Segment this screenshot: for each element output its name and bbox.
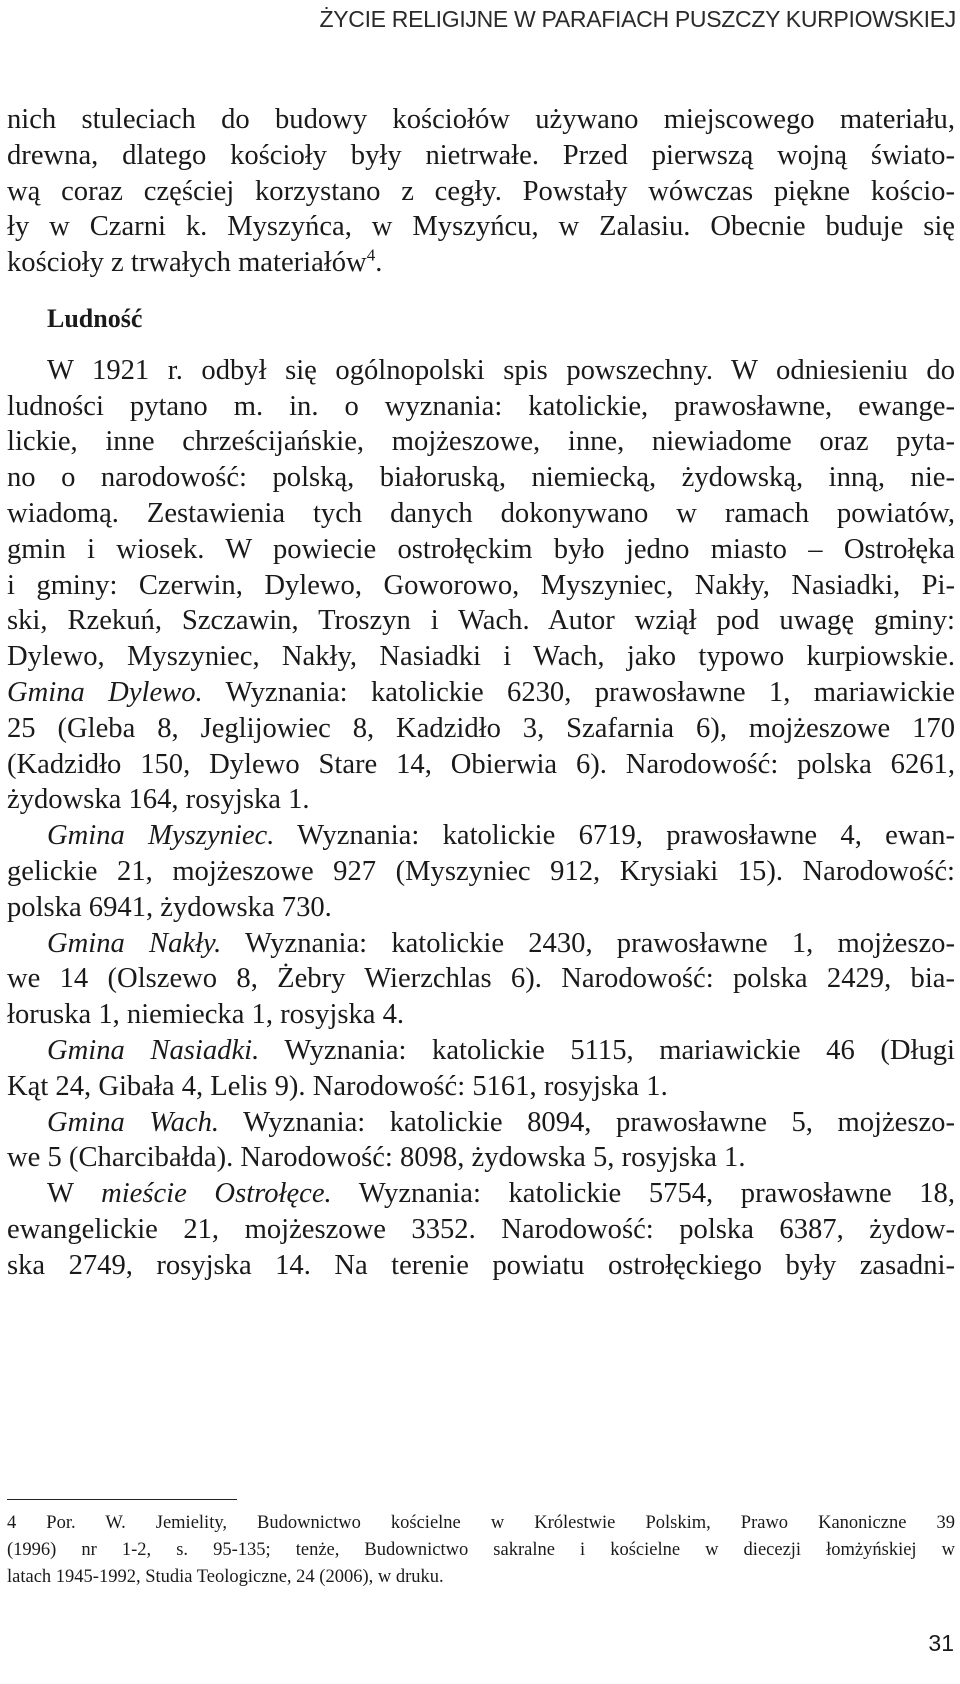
text-line: (Kadzidło 150, Dylewo Stare 14, Obierwia 6). Narodowość: polska 6261, bbox=[7, 748, 955, 780]
text-line: i gminy: Czerwin, Dylewo, Goworowo, Myszyniec, Nakły, Nasiadki, Pi- bbox=[7, 569, 955, 601]
text-line: Kąt 24, Gibała 4, Lelis 9). Narodowość: 5161, rosyjska 1. bbox=[7, 1070, 668, 1102]
footnote-line: (1996) nr 1-2, s. 95-135; tenże, Budownictwo sakralne i kościelne w diecezji łomżyńskiej w bbox=[7, 1540, 955, 1560]
text-line: we 5 (Charcibałda). Narodowość: 8098, żydowska 5, rosyjska 1. bbox=[7, 1142, 746, 1174]
text-line bbox=[7, 245, 955, 281]
text-line: no o narodowość: polską, białoruską, niemiecką, żydowską, inną, nie- bbox=[7, 462, 955, 494]
footnotes bbox=[7, 1510, 955, 1591]
text-line: ludności pytano m. in. o wyznania: katolickie, prawosławne, ewange- bbox=[7, 390, 955, 422]
text-line: polska 6941, żydowska 730. bbox=[7, 891, 332, 923]
text-line: lickie, inne chrześcijańskie, mojżeszowe, inne, niewiadome oraz pyta- bbox=[7, 426, 955, 458]
paragraph-gmina-nasiadki bbox=[7, 1033, 955, 1105]
text-line bbox=[7, 818, 955, 854]
text-line: wiadomą. Zestawienia tych danych dokonywano w ramach powiatów, bbox=[7, 497, 955, 529]
gmina-title: Gmina Myszyniec. bbox=[47, 820, 275, 852]
gmina-title: Gmina Wach. bbox=[47, 1106, 220, 1138]
paragraph-building-materials bbox=[7, 102, 955, 281]
text-line: gelickie 21, mojżeszowe 927 (Myszyniec 912, Krysiaki 15). Narodowość: bbox=[7, 855, 955, 887]
section-heading: Ludność bbox=[47, 303, 143, 333]
text-fragment: Wyznania: katolickie 6719, prawosławne 4, ewan- bbox=[274, 820, 956, 852]
paragraph-gmina-myszyniec bbox=[7, 818, 955, 925]
text-line bbox=[7, 926, 955, 962]
text-line bbox=[7, 1033, 955, 1069]
text-line: wą coraz częściej korzystano z cegły. Powstały wówczas piękne kościo- bbox=[7, 175, 955, 207]
text-fragment: Wyznania: katolickie 2430, prawosławne 1, mojżeszo- bbox=[221, 927, 955, 959]
text-fragment: Wyznania: katolickie 6230, prawosławne 1, mariawickie bbox=[202, 676, 955, 708]
text-line bbox=[7, 1176, 955, 1212]
text-fragment: Wyznania: katolickie 5754, prawosławne 18, bbox=[331, 1178, 956, 1210]
paragraph-census bbox=[7, 353, 955, 818]
footnote-reference: 4 bbox=[366, 245, 376, 265]
text-line: gmin i wiosek. W powiecie ostrołęckim było jedno miasto – Ostrołęka bbox=[7, 533, 955, 565]
paragraph-gmina-wach bbox=[7, 1105, 955, 1177]
footnote-separator bbox=[7, 1499, 237, 1500]
paragraph-ostroleka bbox=[7, 1176, 955, 1283]
paragraph-gmina-nakly bbox=[7, 926, 955, 1033]
text-line: łoruska 1, niemiecka 1, rosyjska 4. bbox=[7, 999, 405, 1031]
footnote-line: latach 1945-1992, Studia Teologiczne, 24 (2006), w druku. bbox=[7, 1567, 444, 1587]
running-header: ŻYCIE RELIGIJNE W PARAFIACH PUSZCZY KURPIOWSKIEJ bbox=[319, 6, 956, 32]
text-line bbox=[7, 675, 955, 711]
text-line: we 14 (Olszewo 8, Żebry Wierzchlas 6). Narodowość: polska 2429, bia- bbox=[7, 963, 955, 995]
text-fragment: W bbox=[47, 1178, 102, 1210]
page-number: 31 bbox=[928, 1630, 954, 1656]
text-line: żydowska 164, rosyjska 1. bbox=[7, 784, 310, 816]
text-line: ski, Rzekuń, Szczawin, Troszyn i Wach. Autor wziął pod uwagę gminy: bbox=[7, 605, 955, 637]
city-title: mieście Ostrołęce. bbox=[101, 1178, 332, 1210]
text-fragment: . bbox=[375, 247, 383, 279]
text-line: W 1921 r. odbył się ogólnopolski spis powszechny. W odniesieniu do bbox=[47, 354, 955, 386]
text-line: nich stuleciach do budowy kościołów używano miejscowego materiału, bbox=[7, 104, 955, 135]
text-line: drewna, dlatego kościoły były nietrwałe. Przed pierwszą wojną świato- bbox=[7, 139, 955, 171]
text-fragment: Wyznania: katolickie 5115, mariawickie 46 (Długi bbox=[259, 1034, 955, 1066]
text-line: Dylewo, Myszyniec, Nakły, Nasiadki i Wach, jako typowo kurpiowskie. bbox=[7, 641, 955, 673]
footnote-line: 4 Por. W. Jemielity, Budownictwo kościelne w Królestwie Polskim, Prawo Kanoniczne 39 bbox=[7, 1513, 955, 1533]
text-line: ewangelickie 21, mojżeszowe 3352. Narodowość: polska 6387, żydow- bbox=[7, 1213, 955, 1245]
main-text bbox=[7, 102, 955, 1284]
gmina-title: Gmina Dylewo. bbox=[7, 676, 203, 708]
text-line bbox=[7, 1105, 955, 1141]
text-fragment: Wyznania: katolickie 8094, prawosławne 5, mojżeszo- bbox=[219, 1106, 955, 1138]
text-fragment: kościoły z trwałych materiałów bbox=[7, 247, 367, 279]
text-line: ska 2749, rosyjska 14. Na terenie powiatu ostrołęckiego były zasadni- bbox=[7, 1249, 955, 1281]
gmina-title: Gmina Nakły. bbox=[47, 927, 222, 959]
text-line: 25 (Gleba 8, Jeglijowiec 8, Kadzidło 3, Szafarnia 6), mojżeszowe 170 bbox=[7, 712, 955, 744]
text-line: ły w Czarni k. Myszyńca, w Myszyńcu, w Zalasiu. Obecnie buduje się bbox=[7, 211, 955, 243]
gmina-title: Gmina Nasiadki. bbox=[47, 1034, 260, 1066]
